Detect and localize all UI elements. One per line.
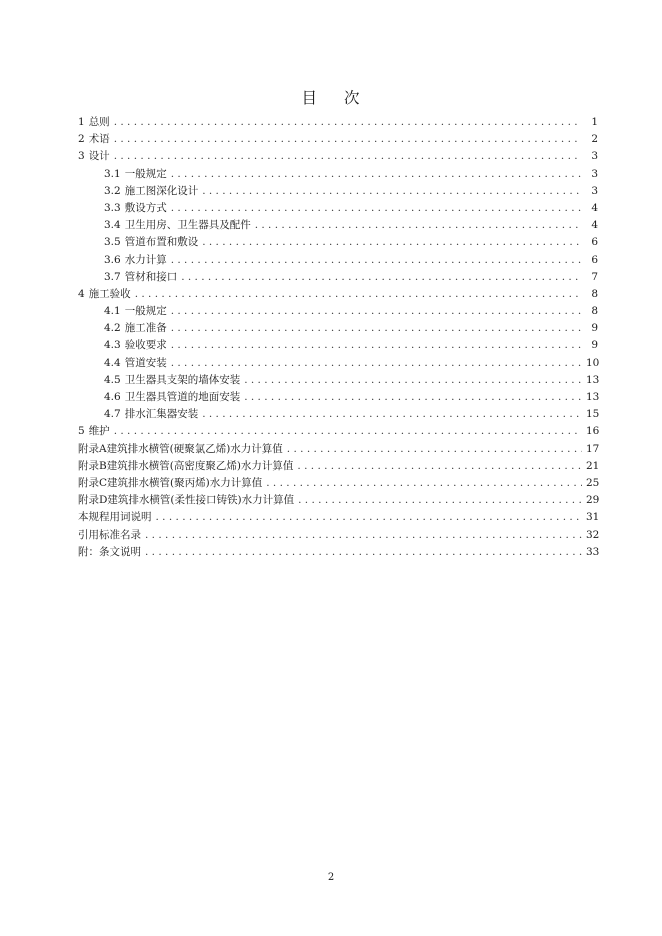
toc-entry-page: 21 — [586, 459, 600, 472]
toc-entry[interactable] — [78, 544, 598, 561]
toc-entry-page: 10 — [586, 356, 600, 369]
toc-entry-title: 施工图深化设计 — [124, 184, 199, 197]
toc-entry-title: 管材和接口 — [124, 270, 178, 283]
toc-entry-title: 卫生器具管道的地面安装 — [124, 391, 241, 403]
toc-leader-dots — [171, 320, 582, 337]
toc-entry[interactable] — [78, 372, 598, 389]
toc-entry-number: 2 — [78, 133, 85, 146]
toc-leader-dots — [171, 303, 582, 320]
toc-entry-title: 卫生器具支架的墙体安装 — [124, 373, 241, 386]
toc-entry-title: 建筑排水横管(柔性接口铸铁)水力计算值 — [107, 494, 295, 507]
toc-entry-page: 3 — [591, 150, 598, 163]
toc-leader-dots — [287, 441, 582, 458]
toc-entry[interactable] — [78, 148, 598, 165]
toc-entry-title: 验收要求 — [124, 339, 167, 352]
toc-entry-number: 3.1 — [104, 167, 121, 180]
toc-entry-page: 2 — [591, 133, 598, 146]
toc-leader-dots — [114, 131, 582, 148]
toc-entry-number: 4.1 — [104, 305, 121, 318]
toc-leader-dots — [114, 114, 582, 131]
toc-entry-number: 4.7 — [104, 408, 121, 421]
toc-entry[interactable] — [78, 406, 598, 423]
toc-entry[interactable] — [78, 252, 598, 269]
toc-entry-page: 8 — [591, 305, 598, 318]
toc-entry-title: 管道安装 — [124, 356, 167, 369]
toc-entry-title: 建筑排水横管(高密度聚乙烯)水力计算值 — [106, 459, 294, 472]
toc-entry-page: 32 — [586, 528, 600, 541]
toc-entry-title: 设计 — [88, 150, 110, 163]
toc-entry-page: 3 — [591, 184, 598, 197]
toc-entry-title: 施工验收 — [88, 287, 131, 300]
toc-leader-dots — [171, 166, 582, 183]
toc-entry[interactable] — [78, 337, 598, 354]
toc-entry-number: 3.2 — [104, 184, 121, 197]
toc-entry-page: 13 — [586, 391, 600, 403]
toc-entry[interactable] — [78, 166, 598, 183]
toc-entry[interactable] — [78, 355, 598, 372]
toc-leader-dots — [181, 269, 582, 286]
toc-entry-number: 附录D — [78, 494, 108, 507]
toc-entry[interactable] — [78, 131, 598, 148]
toc-entry-title: 本规程用词说明 — [78, 511, 152, 524]
toc-leader-dots — [244, 389, 582, 406]
toc-leader-dots — [171, 355, 582, 372]
toc-entry-number: 5 — [78, 425, 85, 438]
toc-entry-title: 一般规定 — [124, 305, 167, 318]
toc-entry-title: 一般规定 — [124, 167, 167, 180]
toc-entry-number: 4.5 — [104, 373, 121, 386]
toc-leader-dots — [114, 423, 582, 440]
toc-entry-number: 4.4 — [104, 356, 121, 369]
toc-entry[interactable] — [78, 475, 598, 492]
toc-entry[interactable] — [78, 320, 598, 337]
toc-entry-page: 8 — [591, 287, 598, 300]
toc-leader-dots — [202, 234, 582, 251]
toc-entry-page: 6 — [591, 253, 598, 266]
toc-leader-dots — [171, 337, 582, 354]
toc-entry-title: 维护 — [88, 425, 110, 438]
toc-entry[interactable] — [78, 286, 598, 303]
toc-entry-title: 管道布置和敷设 — [124, 236, 199, 249]
toc-leader-dots — [297, 458, 582, 475]
toc-entry[interactable] — [78, 217, 598, 234]
toc-entry[interactable] — [78, 458, 598, 475]
toc-leader-dots — [244, 372, 582, 389]
toc-entry-title: 施工准备 — [124, 322, 167, 335]
toc-entry[interactable] — [78, 509, 598, 526]
toc-entry-number: 3.5 — [104, 236, 121, 249]
toc-leader-dots — [145, 527, 582, 544]
table-of-contents — [78, 114, 598, 561]
toc-entry-title: 总则 — [88, 116, 110, 128]
toc-entry-title: 排水汇集器安装 — [124, 408, 199, 421]
toc-entry[interactable] — [78, 441, 598, 458]
toc-entry-page: 3 — [591, 167, 598, 180]
toc-leader-dots — [202, 406, 582, 423]
toc-entry-page: 25 — [586, 476, 600, 489]
toc-leader-dots — [171, 252, 582, 269]
toc-entry-number: 4.3 — [104, 339, 121, 352]
toc-entry-title: 术语 — [88, 133, 110, 146]
title-char-2: 次 — [344, 89, 361, 107]
toc-leader-dots — [266, 475, 582, 492]
toc-entry-number: 附录C — [78, 476, 108, 489]
toc-entry[interactable] — [78, 200, 598, 217]
toc-entry-number: 3.4 — [104, 219, 121, 232]
toc-entry-number: 3.3 — [104, 201, 121, 214]
page-number: 2 — [327, 872, 335, 883]
toc-entry-number: 3.6 — [104, 253, 121, 266]
toc-leader-dots — [298, 492, 582, 509]
toc-entry-page: 16 — [586, 425, 600, 438]
toc-entry[interactable] — [78, 114, 598, 131]
toc-entry-number: 4.6 — [104, 391, 121, 403]
toc-entry-page: 1 — [591, 116, 598, 128]
toc-entry[interactable] — [78, 183, 598, 200]
toc-leader-dots — [114, 148, 582, 165]
toc-entry-title: 水力计算 — [124, 253, 167, 266]
toc-entry-number: 附录B — [78, 459, 107, 472]
toc-entry-page: 9 — [591, 339, 598, 352]
toc-entry-title: 建筑排水横管(硬聚氯乙烯)水力计算值 — [106, 442, 283, 455]
toc-entry-title: 卫生用房、卫生器具及配件 — [124, 219, 251, 232]
toc-entry-page: 31 — [586, 511, 600, 524]
toc-entry-title: 建筑排水横管(聚丙烯)水力计算值 — [107, 476, 263, 489]
title-char-1: 目 — [301, 89, 318, 107]
toc-entry-number: 3 — [78, 150, 85, 163]
toc-entry-page: 29 — [586, 494, 600, 507]
toc-leader-dots — [156, 509, 583, 526]
toc-entry-page: 6 — [591, 236, 598, 249]
toc-entry[interactable] — [78, 527, 598, 544]
toc-entry[interactable] — [78, 303, 598, 320]
toc-entry-page: 4 — [591, 219, 598, 232]
toc-leader-dots — [202, 183, 582, 200]
toc-leader-dots — [255, 217, 582, 234]
toc-entry-number: 1 — [78, 116, 85, 128]
toc-entry-page: 4 — [591, 201, 598, 214]
toc-leader-dots — [145, 544, 582, 561]
toc-entry[interactable] — [78, 389, 598, 406]
toc-entry-page: 33 — [586, 545, 600, 558]
toc-entry-number: 4 — [78, 287, 85, 300]
toc-entry-number: 3.7 — [104, 270, 121, 283]
toc-entry-page: 7 — [591, 270, 598, 283]
toc-entry-page: 17 — [586, 442, 600, 455]
toc-entry-page: 15 — [586, 408, 600, 421]
toc-entry[interactable] — [78, 234, 598, 251]
toc-entry[interactable] — [78, 269, 598, 286]
toc-entry-title: 敷设方式 — [124, 201, 167, 214]
toc-entry-page: 9 — [591, 322, 598, 335]
page-title — [0, 86, 662, 108]
toc-leader-dots — [171, 200, 582, 217]
toc-entry[interactable] — [78, 423, 598, 440]
toc-entry-number: 4.2 — [104, 322, 121, 335]
toc-entry-title: 引用标准名录 — [78, 528, 141, 541]
toc-entry[interactable] — [78, 492, 598, 509]
toc-entry-page: 13 — [586, 373, 600, 386]
toc-leader-dots — [135, 286, 582, 303]
toc-entry-number: 附录A — [78, 442, 107, 455]
toc-entry-title: 附：条文说明 — [78, 545, 141, 558]
